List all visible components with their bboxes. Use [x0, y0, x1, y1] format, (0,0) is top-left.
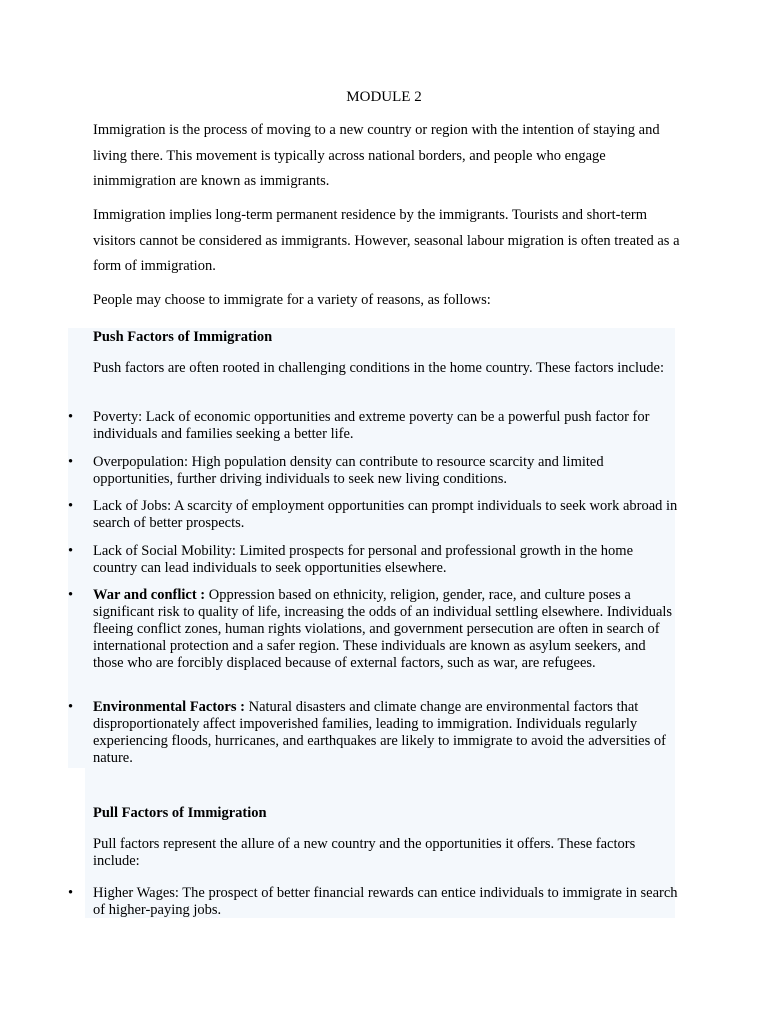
bullet-icon: •: [68, 409, 74, 425]
bullet-icon: •: [68, 498, 74, 514]
push-item-lack-of-jobs: [93, 498, 678, 532]
push-item-overpopulation: [93, 454, 678, 488]
item-text: Natural disasters and climate change are environmental factors that disproportionately affect impoverished families, leading to immigration. Individuals regularly experiencing floods, hurricanes, and earthquakes are likely to immigrate to avoid the adversities of nature.: [93, 699, 666, 766]
bullet-icon: •: [68, 885, 74, 901]
item-text: Higher Wages: The prospect of better financial rewards can entice individuals to immigrate in search of higher-paying jobs.: [93, 885, 678, 918]
push-item-war-conflict: [93, 587, 678, 672]
item-text: Overpopulation: High population density can contribute to resource scarcity and limited opportunities, further driving individuals to seek new living conditions.: [93, 454, 604, 487]
bullet-icon: •: [68, 587, 74, 603]
item-text: Poverty: Lack of economic opportunities and extreme poverty can be a powerful push factor for individuals and families seeking a better life.: [93, 409, 650, 442]
item-text: Oppression based on ethnicity, religion, gender, race, and culture poses a significant risk to quality of life, increasing the odds of an individual settling elsewhere. Individuals fleeing conflict zones, human rights violations, and government persecution are often in search of international protection and a safer region. These individuals are known as asylum seekers, and those who are forcibly displaced because of external factors, such as war, are refugees.: [93, 587, 673, 671]
item-text: Lack of Jobs: A scarcity of employment opportunities can prompt individuals to seek work abroad in search of better prospects.: [93, 498, 678, 531]
pull-heading: Pull Factors of Immigration: [93, 805, 267, 821]
push-heading: Push Factors of Immigration: [93, 329, 273, 345]
pull-lead: Pull factors represent the allure of a new country and the opportunities it offers. These factors include:: [93, 836, 636, 869]
push-item-environmental: [93, 699, 678, 767]
intro-paragraph-1: Immigration is the process of moving to a new country or region with the intention of staying and living there. This movement is typically across national borders, and people who engage inimmigration are known as immigrants.: [93, 122, 660, 189]
push-item-social-mobility: [93, 543, 678, 577]
bullet-icon: •: [68, 699, 74, 715]
pull-item-higher-wages: [93, 885, 678, 919]
push-item-poverty: [93, 409, 678, 443]
push-lead: Push factors are often rooted in challenging conditions in the home country. These factors include:: [93, 360, 664, 376]
page-title: MODULE 2: [346, 89, 422, 105]
item-term: Environmental Factors :: [93, 699, 245, 715]
intro-paragraph-3: People may choose to immigrate for a variety of reasons, as follows:: [93, 292, 491, 308]
item-term: War and conflict :: [93, 587, 206, 603]
item-text: Lack of Social Mobility: Limited prospects for personal and professional growth in the home country can lead individuals to seek opportunities elsewhere.: [93, 543, 634, 576]
bullet-icon: •: [68, 454, 74, 470]
intro-paragraph-2: Immigration implies long-term permanent residence by the immigrants. Tourists and short-term visitors cannot be considered as immigrants. However, seasonal labour migration is often treated as a form of immigration.: [93, 207, 680, 274]
bullet-icon: •: [68, 543, 74, 559]
